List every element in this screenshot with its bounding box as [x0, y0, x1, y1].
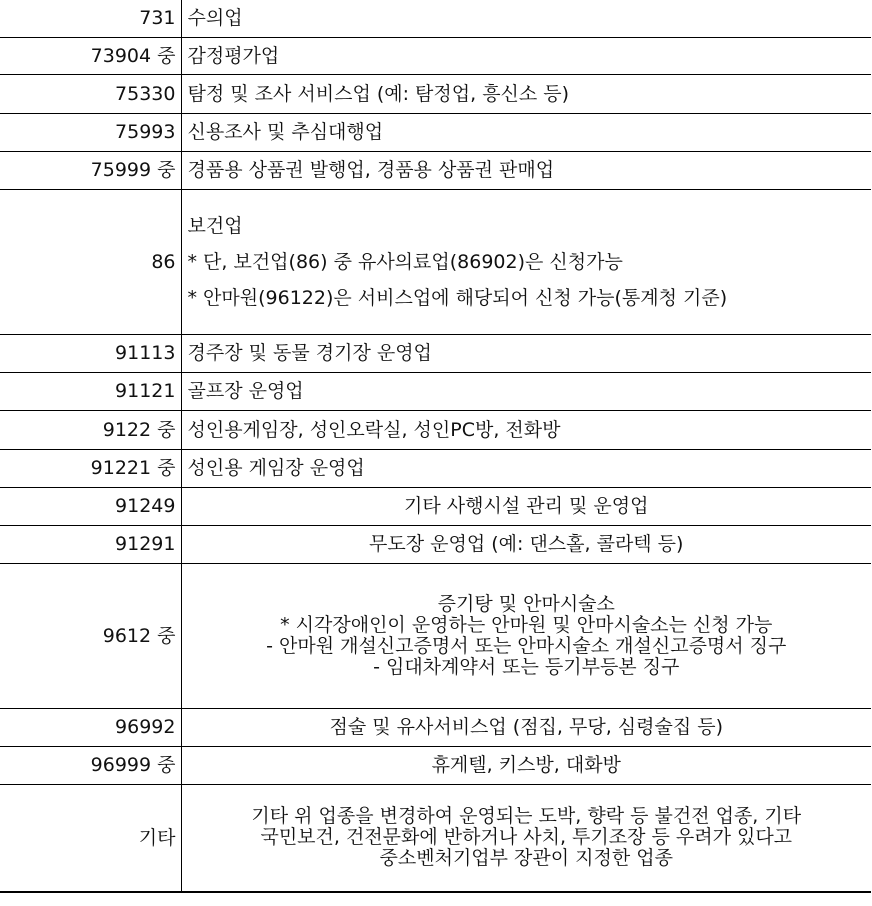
- description-line: 휴게텔, 키스방, 대화방: [431, 754, 621, 776]
- table-row: [0, 563, 871, 708]
- description-line: 국민보건, 건전문화에 반하거나 사치, 투기조장 등 우려가 있다고: [260, 826, 793, 849]
- industry-description: [181, 708, 871, 746]
- table-row: [0, 334, 871, 372]
- description-line: - 안마원 개설신고증명서 또는 안마시술소 개설신고증명서 징구: [266, 634, 787, 657]
- description-line: - 임대차계약서 또는 등기부등본 징구: [373, 655, 680, 678]
- industry-description: [181, 784, 871, 892]
- industry-description: [181, 563, 871, 708]
- description-line: 탐정 및 조사 서비스업 (예: 탐정업, 흥신소 등): [187, 82, 570, 105]
- description-line: 중소벤처기업부 장관이 지정한 업종: [379, 847, 673, 870]
- industry-description: [181, 525, 871, 563]
- table-row: [0, 37, 871, 74]
- industry-code: 75999 중: [0, 151, 181, 189]
- industry-code: 96992: [0, 708, 181, 746]
- description-line: 성인용게임장, 성인오락실, 성인PC방, 전화방: [187, 418, 561, 441]
- industry-code: 91221 중: [0, 449, 181, 487]
- table-row: [0, 189, 871, 334]
- table-row: [0, 708, 871, 746]
- industry-code: 96999 중: [0, 746, 181, 784]
- description-line: 감정평가업: [187, 44, 280, 67]
- industry-code: 73904 중: [0, 37, 181, 74]
- industry-code: 9612 중: [0, 563, 181, 708]
- industry-code: 91249: [0, 487, 181, 525]
- industry-description: [181, 410, 871, 449]
- description-line: 경주장 및 동물 경기장 운영업: [187, 342, 432, 364]
- industry-description: [181, 746, 871, 784]
- industry-description: [181, 37, 871, 74]
- industry-description: [181, 0, 871, 37]
- table-row: [0, 746, 871, 784]
- table-row: [0, 74, 871, 113]
- description-line: 수의업: [187, 7, 243, 30]
- description-line: 골프장 운영업: [187, 380, 304, 402]
- industry-code: 75993: [0, 113, 181, 151]
- table-row: [0, 449, 871, 487]
- table-row: [0, 113, 871, 151]
- table-row: [0, 0, 871, 37]
- industry-description: [181, 334, 871, 372]
- description-line: * 안마원(96122)은 서비스업에 해당되어 신청 가능(통계청 기준): [187, 286, 728, 309]
- table-row: [0, 151, 871, 189]
- industry-code: 91113: [0, 334, 181, 372]
- industry-description: [181, 74, 871, 113]
- industry-code: 731: [0, 0, 181, 37]
- industry-description: [181, 487, 871, 525]
- table-row: [0, 372, 871, 410]
- description-line: 보건업: [187, 214, 243, 237]
- table-row: [0, 784, 871, 892]
- description-line: 성인용 게임장 운영업: [187, 457, 365, 479]
- description-line: 증기탕 및 안마시술소: [437, 592, 615, 615]
- description-line: * 단, 보건업(86) 중 유사의료업(86902)은 신청가능: [187, 250, 623, 273]
- table-row: [0, 487, 871, 525]
- industry-code: 기타: [0, 784, 181, 892]
- industry-code: 9122 중: [0, 410, 181, 449]
- industry-description: [181, 113, 871, 151]
- industry-code: 91291: [0, 525, 181, 563]
- industry-description: [181, 372, 871, 410]
- description-line: 기타 위 업종을 변경하여 운영되는 도박, 향락 등 불건전 업종, 기타: [251, 805, 802, 828]
- table-row: [0, 525, 871, 563]
- description-line: 기타 사행시설 관리 및 운영업: [404, 495, 649, 517]
- industry-code: 91121: [0, 372, 181, 410]
- industry-code: 86: [0, 189, 181, 334]
- description-line: 점술 및 유사서비스업 (점집, 무당, 심령술집 등): [329, 716, 723, 738]
- industry-description: [181, 449, 871, 487]
- industry-description: [181, 151, 871, 189]
- table-row: [0, 410, 871, 449]
- description-line: 경품용 상품권 발행업, 경품용 상품권 판매업: [187, 159, 555, 181]
- description-line: * 시각장애인이 운영하는 안마원 및 안마시술소는 신청 가능: [280, 613, 773, 636]
- description-line: 신용조사 및 추심대행업: [187, 121, 384, 143]
- description-line: 무도장 운영업 (예: 댄스홀, 콜라텍 등): [369, 533, 684, 555]
- industry-description: [181, 189, 871, 334]
- industry-code: 75330: [0, 74, 181, 113]
